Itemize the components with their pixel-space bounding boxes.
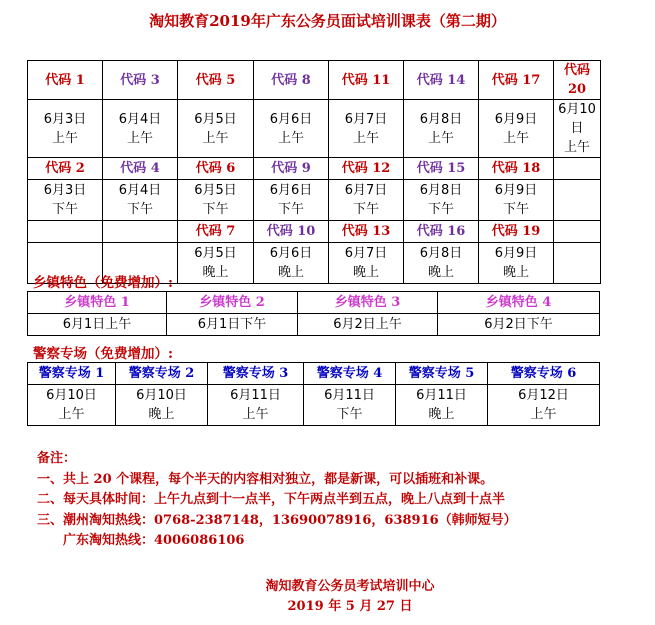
course-period: 下午 bbox=[427, 202, 454, 217]
course-code-cell bbox=[554, 158, 601, 180]
course-date: 6月3日 bbox=[43, 183, 87, 198]
course-code-cell: 代码 10 bbox=[254, 221, 329, 243]
course-code-cell: 代码 6 bbox=[178, 158, 254, 180]
town-time-3: 6月2日上午 bbox=[298, 314, 438, 336]
course-period: 上午 bbox=[502, 130, 529, 146]
course-schedule-cell bbox=[329, 243, 404, 284]
course-schedule-cell bbox=[404, 243, 479, 284]
course-schedule-cell bbox=[329, 100, 404, 158]
signature-org: 淘知教育公务员考试培训中心 bbox=[265, 579, 435, 594]
town-time-1: 6月1日上午 bbox=[28, 314, 167, 336]
course-schedule-cell bbox=[28, 100, 103, 158]
notes-block bbox=[37, 449, 517, 552]
town-label-4: 乡镇特色 4 bbox=[438, 292, 600, 314]
course-period: 下午 bbox=[126, 202, 153, 217]
course-period: 上午 bbox=[51, 130, 78, 146]
police-label: 警察专场 3 bbox=[208, 363, 304, 385]
notes-line-4: 广东淘知热线：4006086106 bbox=[37, 533, 245, 548]
course-code-cell: 代码 2 bbox=[28, 158, 103, 180]
police-schedule-cell bbox=[208, 385, 304, 426]
course-date: 6月3日 bbox=[43, 111, 87, 127]
course-code-cell: 代码 3 bbox=[103, 61, 178, 100]
course-date: 6月5日 bbox=[194, 246, 237, 261]
police-date: 6月11日 bbox=[230, 388, 281, 403]
course-schedule-cell bbox=[554, 180, 601, 221]
course-period: 下午 bbox=[202, 202, 229, 217]
course-date: 6月8日 bbox=[419, 183, 463, 198]
town-label-3: 乡镇特色 3 bbox=[298, 292, 438, 314]
course-code-cell: 代码 9 bbox=[254, 158, 329, 180]
course-schedule-cell bbox=[554, 100, 601, 158]
course-code-cell: 代码 15 bbox=[404, 158, 479, 180]
police-label: 警察专场 6 bbox=[488, 363, 600, 385]
course-schedule-cell bbox=[479, 243, 554, 284]
course-period: 上午 bbox=[277, 130, 304, 146]
course-period: 上午 bbox=[563, 140, 590, 155]
town-section-heading: 乡镇特色（免费增加）: bbox=[33, 275, 173, 291]
police-schedule-cell bbox=[396, 385, 488, 426]
course-date: 6月7日 bbox=[344, 246, 388, 261]
course-code-cell: 代码 7 bbox=[178, 221, 254, 243]
police-label: 警察专场 4 bbox=[304, 363, 396, 385]
course-schedule-cell bbox=[28, 180, 103, 221]
course-schedule-cell bbox=[479, 100, 554, 158]
course-schedule-cell bbox=[329, 180, 404, 221]
course-period: 晚上 bbox=[277, 265, 304, 280]
police-period: 上午 bbox=[58, 407, 85, 422]
police-schedule-cell bbox=[28, 385, 116, 426]
course-schedule-cell bbox=[479, 180, 554, 221]
course-date: 6月9日 bbox=[494, 246, 538, 261]
police-schedule-cell bbox=[304, 385, 396, 426]
course-date: 6月5日 bbox=[194, 111, 237, 127]
course-date: 6月5日 bbox=[194, 183, 237, 198]
police-period: 晚上 bbox=[428, 407, 455, 422]
course-period: 下午 bbox=[502, 202, 529, 217]
town-time-2: 6月1日下午 bbox=[167, 314, 298, 336]
course-schedule-cell bbox=[554, 243, 601, 284]
course-schedule-cell bbox=[103, 100, 178, 158]
course-code-cell: 代码 8 bbox=[254, 61, 329, 100]
course-code-cell: 代码 20 bbox=[554, 61, 601, 100]
course-date: 6月4日 bbox=[118, 111, 162, 127]
course-code-cell: 代码 17 bbox=[479, 61, 554, 100]
course-code-cell bbox=[554, 221, 601, 243]
course-code-cell: 代码 4 bbox=[103, 158, 178, 180]
course-schedule-cell bbox=[404, 100, 479, 158]
course-code-cell: 代码 19 bbox=[479, 221, 554, 243]
police-period: 下午 bbox=[336, 407, 363, 422]
course-code-cell: 代码 11 bbox=[329, 61, 404, 100]
course-period: 上午 bbox=[202, 130, 229, 146]
course-code-cell: 代码 1 bbox=[28, 61, 103, 100]
course-period: 上午 bbox=[427, 130, 454, 146]
town-label-1: 乡镇特色 1 bbox=[28, 292, 167, 314]
police-date: 6月11日 bbox=[324, 388, 375, 403]
police-period: 晚上 bbox=[148, 407, 175, 422]
police-schedule-table bbox=[27, 362, 600, 426]
course-schedule-cell bbox=[178, 180, 254, 221]
course-date: 6月6日 bbox=[269, 183, 313, 198]
signature-date: 2019 年 5 月 27 日 bbox=[287, 599, 413, 614]
course-period: 晚上 bbox=[202, 265, 229, 280]
police-label: 警察专场 5 bbox=[396, 363, 488, 385]
police-date: 6月12日 bbox=[518, 388, 569, 403]
course-schedule-cell bbox=[254, 100, 329, 158]
course-schedule-cell bbox=[103, 180, 178, 221]
course-period: 下午 bbox=[352, 202, 379, 217]
police-schedule-cell bbox=[116, 385, 208, 426]
course-code-cell bbox=[28, 221, 103, 243]
police-date: 6月10日 bbox=[46, 388, 97, 403]
page-title: 淘知教育2019年广东公务员面试培训课表（第二期） bbox=[149, 12, 506, 30]
police-period: 上午 bbox=[530, 407, 557, 422]
course-date: 6月9日 bbox=[494, 111, 538, 127]
main-schedule-table bbox=[27, 60, 601, 284]
course-code-cell: 代码 18 bbox=[479, 158, 554, 180]
course-code-cell: 代码 16 bbox=[404, 221, 479, 243]
course-period: 下午 bbox=[277, 202, 304, 217]
course-period: 晚上 bbox=[427, 265, 454, 280]
police-date: 6月10日 bbox=[136, 388, 187, 403]
course-period: 上午 bbox=[352, 130, 379, 146]
course-code-cell: 代码 13 bbox=[329, 221, 404, 243]
course-date: 6月7日 bbox=[344, 111, 388, 127]
course-date: 6月8日 bbox=[419, 246, 463, 261]
town-time-4: 6月2日下午 bbox=[438, 314, 600, 336]
course-schedule-cell bbox=[178, 243, 254, 284]
course-code-cell: 代码 14 bbox=[404, 61, 479, 100]
course-date: 6月9日 bbox=[494, 183, 538, 198]
police-label: 警察专场 2 bbox=[116, 363, 208, 385]
course-schedule-cell bbox=[404, 180, 479, 221]
notes-heading: 备注： bbox=[37, 451, 77, 466]
course-date: 6月8日 bbox=[419, 111, 463, 127]
police-period: 上午 bbox=[242, 407, 269, 422]
notes-line-2: 二、每天具体时间：上午九点到十一点半，下午两点半到五点，晚上八点到十点半 bbox=[37, 492, 506, 507]
police-label: 警察专场 1 bbox=[28, 363, 116, 385]
course-schedule-cell bbox=[254, 243, 329, 284]
town-schedule-table bbox=[27, 291, 600, 336]
course-code-cell bbox=[103, 221, 178, 243]
course-period: 上午 bbox=[126, 130, 153, 146]
police-date: 6月11日 bbox=[416, 388, 467, 403]
course-schedule-cell bbox=[254, 180, 329, 221]
notes-line-1: 一、共上 20 个课程，每个半天的内容相对独立，都是新课，可以插班和补课。 bbox=[37, 471, 494, 487]
notes-line-3: 三、潮州淘知热线：0768-2387148，13690078916，638916（韩师短号） bbox=[37, 512, 517, 528]
course-date: 6月6日 bbox=[269, 111, 313, 127]
course-code-cell: 代码 12 bbox=[329, 158, 404, 180]
course-period: 晚上 bbox=[352, 265, 379, 280]
course-schedule-cell bbox=[178, 100, 254, 158]
course-period: 晚上 bbox=[502, 265, 529, 280]
course-date: 6月10日 bbox=[558, 102, 596, 136]
course-code-cell: 代码 5 bbox=[178, 61, 254, 100]
course-period: 下午 bbox=[51, 202, 78, 217]
town-label-2: 乡镇特色 2 bbox=[167, 292, 298, 314]
course-date: 6月7日 bbox=[344, 183, 388, 198]
course-date: 6月6日 bbox=[269, 246, 313, 261]
course-date: 6月4日 bbox=[118, 183, 162, 198]
police-section-heading: 警察专场（免费增加）: bbox=[33, 346, 173, 362]
police-schedule-cell bbox=[488, 385, 600, 426]
